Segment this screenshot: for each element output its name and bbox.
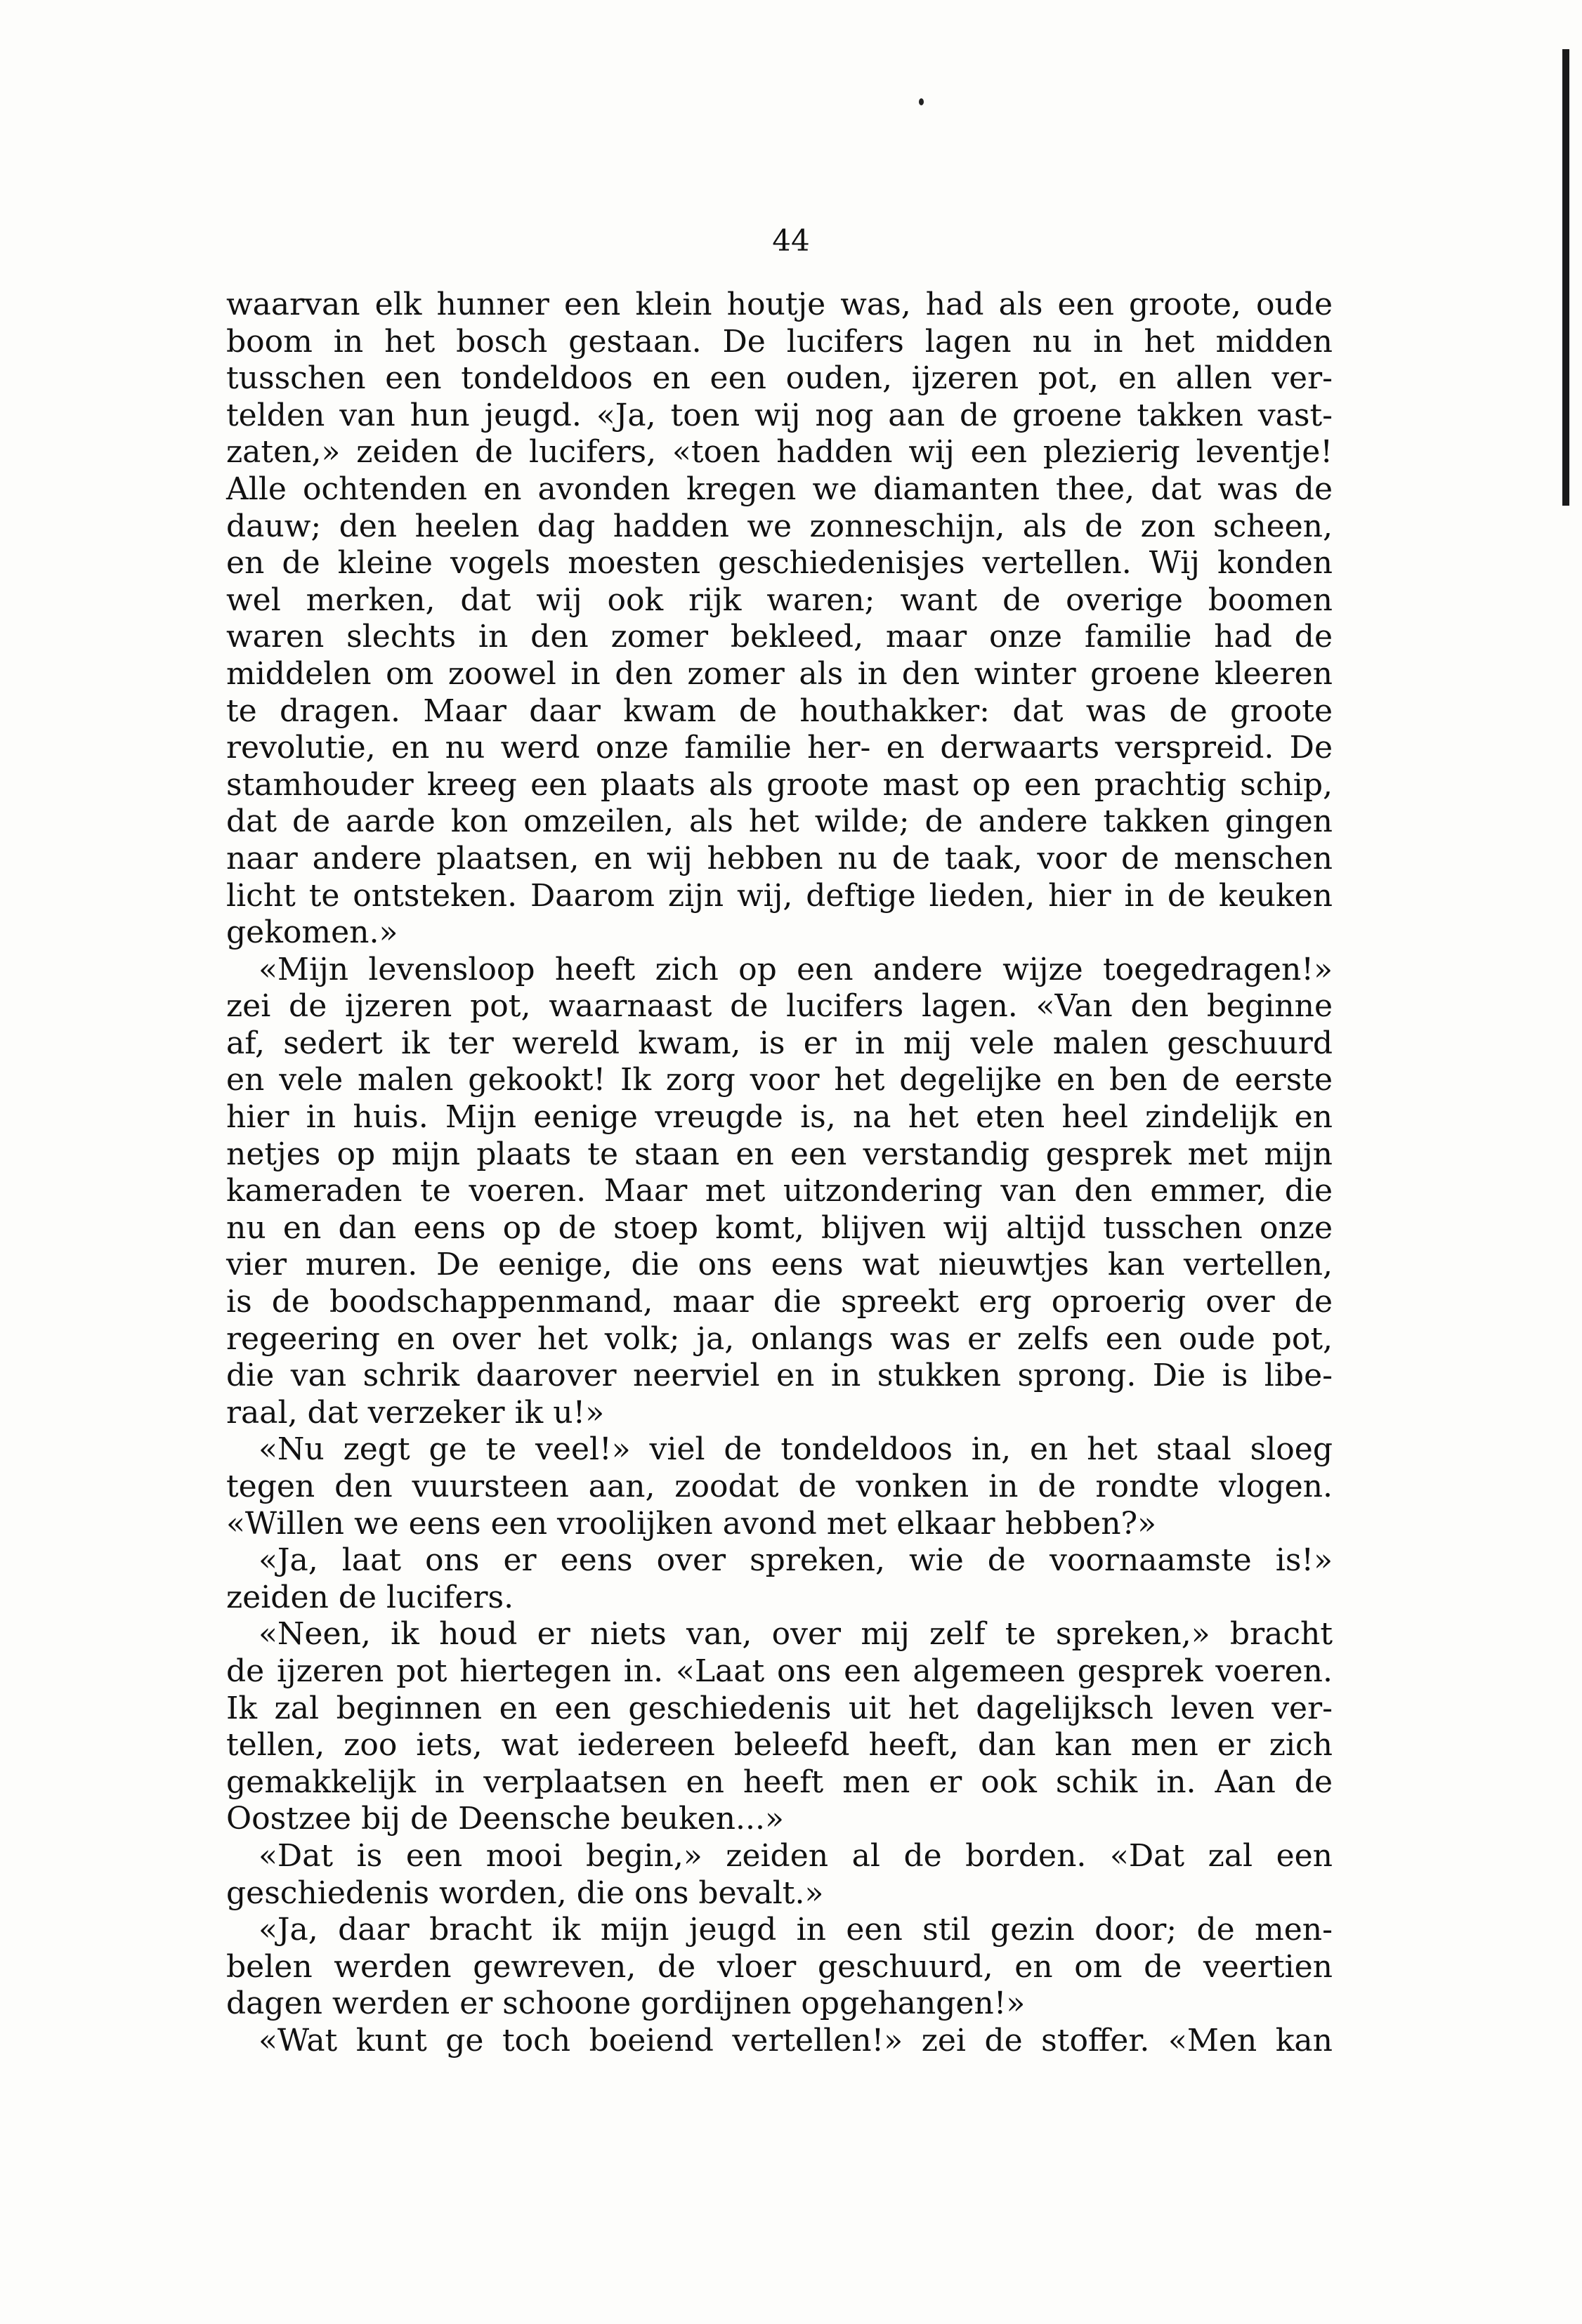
text-line: af, sedert ik ter wereld kwam, is er in mij vele malen geschuurd [226, 1025, 1333, 1061]
text-line: telden van hun jeugd. «Ja, toen wij nog aan de groene takken vast- [226, 397, 1333, 433]
text-line: wel merken, dat wij ook rijk waren; want de overige boomen [226, 582, 1333, 618]
text-line: geschiedenis worden, die ons bevalt.» [226, 1875, 824, 1911]
text-line: «Ja, daar bracht ik mijn jeugd in een stil gezin door; de men- [259, 1912, 1333, 1948]
text-line: belen werden gewreven, de vloer geschuurd, en om de veertien [226, 1948, 1333, 1985]
text-line: boom in het bosch gestaan. De lucifers lagen nu in het midden [226, 323, 1333, 360]
text-line: «Nu zegt ge te veel!» viel de tondeldoos in, en het staal sloeg [259, 1431, 1333, 1468]
page-number: 44 [772, 223, 810, 258]
text-line: dauw; den heelen dag hadden we zonneschijn, als de zon scheen, [226, 508, 1333, 544]
text-line: dat de aarde kon omzeilen, als het wilde; de andere takken gingen [226, 803, 1333, 840]
text-line: «Ja, laat ons er eens over spreken, wie de voornaamste is!» [259, 1542, 1333, 1579]
text-line: «Willen we eens een vroolijken avond met elkaar hebben?» [226, 1505, 1157, 1542]
text-line: regeering en over het volk; ja, onlangs was er zelfs een oude pot, [226, 1320, 1333, 1357]
text-line: tellen, zoo iets, wat iedereen beleefd heeft, dan kan men er zich [226, 1727, 1333, 1764]
text-line: en vele malen gekookt! Ik zorg voor het degelijke en ben de eerste [226, 1062, 1333, 1098]
text-line: zeiden de lucifers. [226, 1579, 514, 1615]
text-line: licht te ontsteken. Daarom zijn wij, deftige lieden, hier in de keuken [226, 877, 1333, 914]
text-line: die van schrik daarover neerviel en in stukken sprong. Die is libe- [226, 1358, 1333, 1394]
text-line: «Mijn levensloop heeft zich op een andere wijze toegedragen!» [259, 951, 1333, 987]
text-line: vier muren. De eenige, die ons eens wat nieuwtjes kan vertellen, [226, 1247, 1333, 1283]
text-line: zei de ijzeren pot, waarnaast de lucifers lagen. «Van den beginne [226, 988, 1333, 1025]
text-line: dagen werden er schoone gordijnen opgehangen!» [226, 1985, 1026, 2022]
text-line: zaten,» zeiden de lucifers, «toen hadden wij een plezierig leventje! [226, 434, 1333, 471]
text-line: Oostzee bij de Deensche beuken...» [226, 1801, 784, 1837]
scan-edge-mark [1562, 49, 1569, 506]
text-line: waren slechts in den zomer bekleed, maar onze familie had de [226, 619, 1333, 655]
ink-speck [919, 98, 924, 105]
text-line: Alle ochtenden en avonden kregen we diamanten thee, dat was de [226, 471, 1333, 507]
text-line: nu en dan eens op de stoep komt, blijven wij altijd tusschen onze [226, 1209, 1333, 1246]
text-line: is de boodschappenmand, maar die spreekt erg oproerig over de [226, 1284, 1333, 1320]
text-line: tusschen een tondeldoos en een ouden, ijzeren pot, en allen ver- [226, 360, 1333, 397]
text-line: gemakkelijk in verplaatsen en heeft men er ook schik in. Aan de [226, 1764, 1333, 1800]
text-line: naar andere plaatsen, en wij hebben nu de taak, voor de menschen [226, 840, 1333, 877]
text-line: de ijzeren pot hiertegen in. «Laat ons een algemeen gesprek voeren. [226, 1653, 1333, 1689]
text-line: netjes op mijn plaats te staan en een verstandig gesprek met mijn [226, 1136, 1333, 1172]
text-line: hier in huis. Mijn eenige vreugde is, na het eten heel zindelijk en [226, 1099, 1333, 1136]
text-line: raal, dat verzeker ik u!» [226, 1394, 605, 1431]
text-line: «Neen, ik houd er niets van, over mij zelf te spreken,» bracht [259, 1616, 1333, 1653]
text-line: gekomen.» [226, 914, 398, 951]
text-line: revolutie, en nu werd onze familie her- en derwaarts verspreid. De [226, 730, 1333, 766]
text-line: stamhouder kreeg een plaats als groote mast op een prachtig schip, [226, 766, 1333, 803]
text-line: en de kleine vogels moesten geschiedenisjes vertellen. Wij konden [226, 545, 1333, 582]
text-line: middelen om zoowel in den zomer als in den winter groene kleeren [226, 655, 1333, 692]
text-line: «Wat kunt ge toch boeiend vertellen!» zei de stoffer. «Men kan [259, 2022, 1333, 2059]
text-line: waarvan elk hunner een klein houtje was, had als een groote, oude [226, 287, 1333, 322]
text-line: kameraden te voeren. Maar met uitzondering van den emmer, die [226, 1173, 1333, 1209]
body-text [226, 287, 1333, 2060]
text-line: Ik zal beginnen en een geschiedenis uit het dagelijksch leven ver- [226, 1690, 1333, 1726]
text-line: tegen den vuursteen aan, zoodat de vonken in de rondte vlogen. [226, 1469, 1333, 1504]
text-line: te dragen. Maar daar kwam de houthakker: dat was de groote [226, 692, 1333, 729]
text-line: «Dat is een mooi begin,» zeiden al de borden. «Dat zal een [259, 1837, 1333, 1874]
